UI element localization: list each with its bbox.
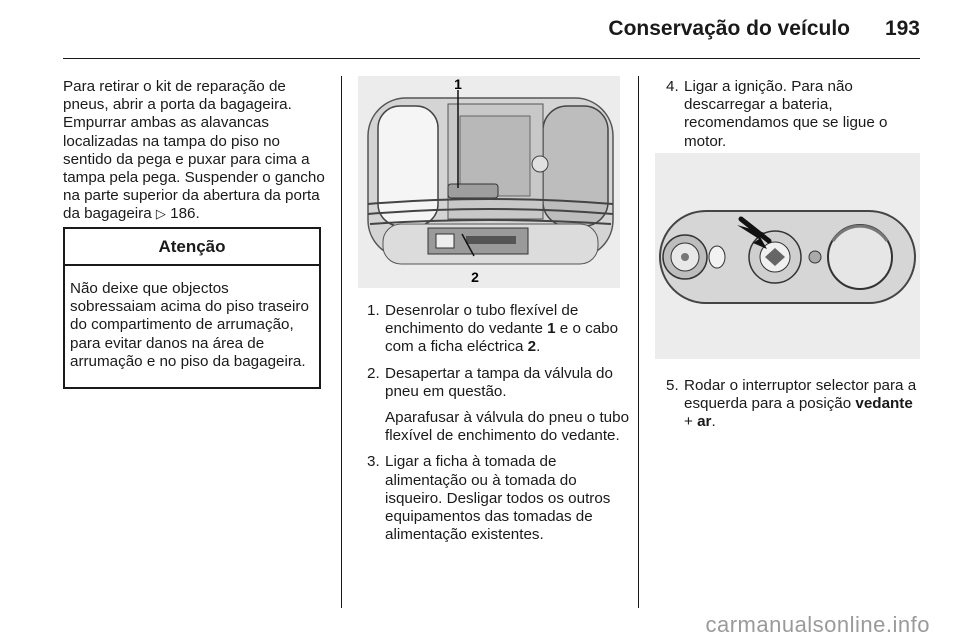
list-item: 4. Ligar a ignição. Para não descarregar a bateria, recomendamos que se ligue o motor. xyxy=(666,78,888,150)
page-title: Conservação do veículo xyxy=(608,17,850,40)
steps-list-right-bottom xyxy=(666,377,920,440)
list-item: 2. Desapertar a tampa da válvula do pneu em questão. Aparafusar à válvula do pneu o tubo flexível de enchimento do vedante. xyxy=(367,364,630,445)
callout-1: 1 xyxy=(454,76,462,92)
list-item: 5. Rodar o interruptor selector para a esquerda para a posição vedante + ar. xyxy=(666,377,917,431)
column-divider-2 xyxy=(638,76,639,608)
warning-text: Não deixe que objectos sobressaiam acima do piso traseiro do compartimento de arrumação, para evitar danos na área de arrumação e no piso da bagageira. xyxy=(70,280,309,370)
warning-title: Atenção xyxy=(65,229,319,266)
page-reference: 186. xyxy=(170,205,200,223)
watermark-url: carmanualsonline.info xyxy=(705,612,930,637)
steps-list-middle xyxy=(367,302,630,552)
reference-arrow-icon: ▷ xyxy=(155,206,166,222)
warning-box xyxy=(63,227,321,389)
list-item: 1. Desenrolar o tubo flexível de enchimento do vedante 1 e o cabo com a ficha eléctrica 2. xyxy=(367,302,619,356)
steps-list-right-top xyxy=(666,78,920,159)
selector-switch-figure xyxy=(655,153,920,359)
callout-2: 2 xyxy=(471,269,479,285)
compressor-figure xyxy=(358,76,620,288)
list-item: 3. Ligar a ficha à tomada de alimentação ou à tomada do isqueiro. Desligar todos os outros equipamentos das tomadas de alimentação existentes. xyxy=(367,453,611,544)
page-number: 193 xyxy=(884,17,920,40)
header-divider xyxy=(63,58,920,59)
intro-paragraph: Para retirar o kit de reparação de pneus, abrir a porta da bagageira. Empurrar ambas as alavancas localizadas na tampa do piso no sentido da pega e puxar para cima a tampa pela pega. Suspender o gancho na parte superior da abertura da porta da bagageira ▷ 186. xyxy=(63,78,325,223)
column-divider-1 xyxy=(341,76,342,608)
